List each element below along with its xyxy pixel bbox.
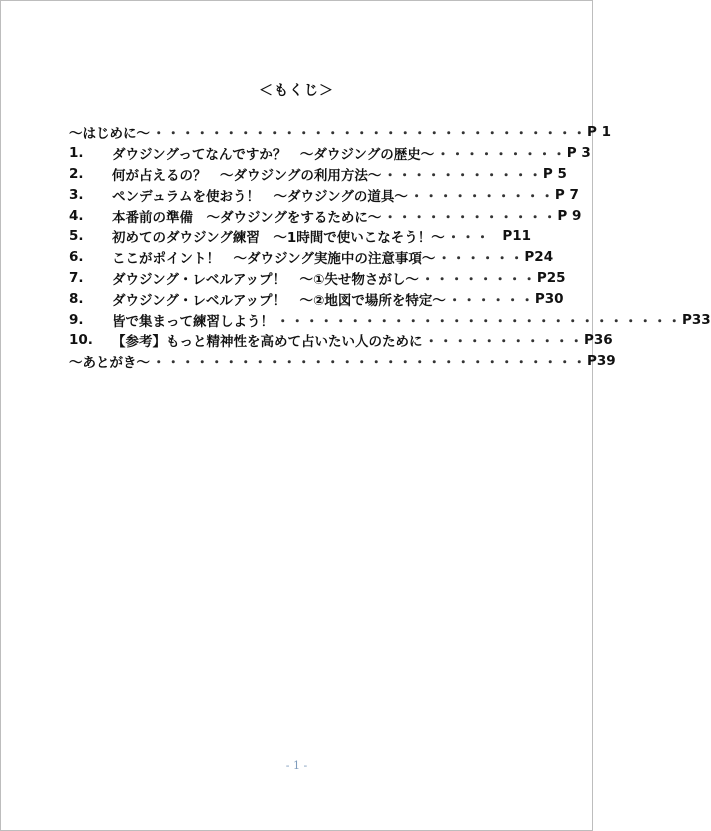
toc-page-ref: P 1 (587, 124, 611, 141)
toc-leader-dots: ・・・・・・・・ (420, 271, 537, 288)
toc-entry-8[interactable] (69, 288, 564, 309)
toc-entry-text: 初めてのダウジング練習 ～1時間で使いこなそう！～ (112, 230, 445, 247)
table-of-contents (69, 122, 711, 372)
toc-entry-number: 4. (69, 207, 84, 224)
toc-leader-dots: ・・・・・・・・・・・・ (383, 209, 558, 226)
toc-entry-text: ダウジング・レベルアップ！ ～②地図で場所を特定～ (112, 292, 446, 309)
toc-entry-number: 2. (69, 165, 84, 182)
toc-leader-dots: ・・・・・・・・・・ (409, 188, 555, 205)
toc-entry-text: 皆で集まって練習しよう！ (112, 313, 274, 330)
toc-entry-5[interactable] (69, 226, 531, 247)
toc-entry-introduction[interactable] (69, 122, 611, 143)
toc-page-ref: P24 (524, 249, 554, 266)
toc-leader-dots: ・・・ (446, 230, 491, 247)
toc-page-ref: P 9 (557, 207, 582, 224)
toc-entry-text: 本番前の準備 ～ダウジングをするために～ (112, 209, 382, 226)
toc-entry-text: ペンデュラムを使おう！ ～ダウジングの道具～ (112, 188, 408, 205)
toc-page-ref: P 3 (566, 145, 591, 162)
toc-page-ref: P 5 (542, 165, 567, 182)
toc-page-ref: P11 (502, 228, 531, 245)
toc-leader-dots: ・・・・・・・・・・・・・・・・・・・・・・・・・・・・・・ (152, 126, 587, 143)
toc-leader-dots: ・・・・・・・・・・・・・・・・・・・・・・・・・・・・・・ (152, 355, 587, 372)
toc-entry-number: 6. (69, 249, 84, 266)
toc-entry-6[interactable] (69, 247, 554, 268)
toc-entry-text: ここがポイント！ ～ダウジング実施中の注意事項～ (112, 251, 436, 268)
toc-entry-number: 8. (69, 290, 84, 307)
toc-entry-text: ～あとがき～ (69, 355, 150, 372)
toc-leader-dots: ・・・・・・・・・・・ (383, 167, 543, 184)
toc-entry-number: 5. (69, 228, 84, 245)
toc-entry-number: 7. (69, 269, 84, 286)
toc-page-ref: P 7 (554, 186, 579, 203)
toc-entry-number: 9. (69, 311, 84, 328)
toc-entry-1[interactable] (69, 143, 591, 164)
toc-page-ref: P36 (584, 332, 613, 349)
toc-page-ref: P30 (534, 290, 564, 307)
toc-entry-afterword[interactable] (69, 351, 616, 372)
toc-entry-number: 10. (69, 332, 93, 349)
toc-entry-10[interactable] (69, 330, 613, 351)
toc-entry-text: ダウジング・レベルアップ！ ～①失せ物さがし～ (112, 271, 419, 288)
toc-entry-number: 1. (69, 145, 84, 162)
toc-entry-text: 何が占えるの？ ～ダウジングの利用方法～ (112, 167, 382, 184)
toc-entry-4[interactable] (69, 205, 582, 226)
page-number: - 1 - (285, 759, 308, 772)
toc-entry-9[interactable] (69, 309, 711, 330)
toc-entry-3[interactable] (69, 184, 579, 205)
toc-entry-text: 【参考】もっと精神性を高めて占いたい人のために (112, 334, 423, 351)
toc-leader-dots: ・・・・・・ (437, 251, 525, 268)
toc-leader-dots: ・・・・・・・・・・・ (424, 334, 584, 351)
toc-leader-dots: ・・・・・・・・・ (436, 147, 567, 164)
toc-title: ＜もくじ＞ (259, 83, 334, 99)
toc-page-ref: P33 (682, 311, 711, 328)
toc-leader-dots: ・・・・・・・・・・・・・・・・・・・・・・・・・・・・ (276, 313, 682, 330)
toc-entry-number: 3. (69, 186, 84, 203)
toc-entry-text: ～はじめに～ (69, 126, 150, 143)
toc-entry-7[interactable] (69, 268, 566, 289)
toc-page-ref: P25 (536, 269, 566, 286)
toc-entry-text: ダウジングってなんですか？ ～ダウジングの歴史～ (112, 147, 435, 164)
toc-entry-2[interactable] (69, 164, 567, 185)
toc-page-ref: P39 (587, 353, 616, 370)
toc-leader-dots: ・・・・・・ (447, 292, 535, 309)
